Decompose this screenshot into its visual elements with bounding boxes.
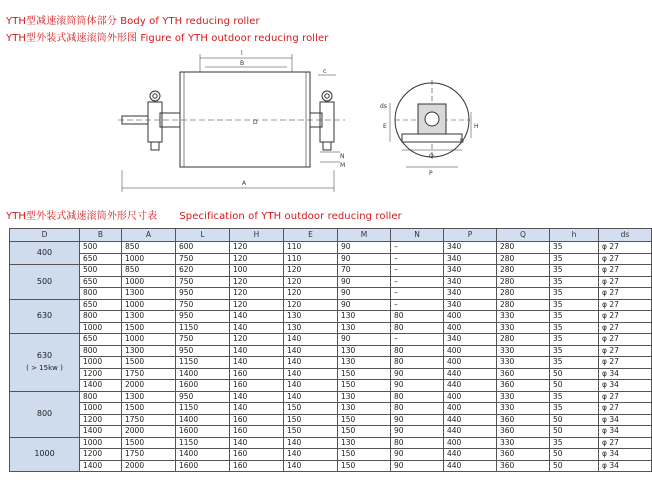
table-cell: 620 [176,265,230,277]
diameter-cell [10,391,80,437]
table-cell: 80 [391,357,444,369]
dim-label-q: Q [429,153,434,160]
table-cell: 35 [550,403,599,415]
dim-label-b: B [240,60,245,67]
table-cell: 150 [284,414,338,426]
specification-table [9,228,652,472]
table-cell: 1400 [176,449,230,461]
table-cell: 120 [230,253,284,265]
dim-label-c: c [323,68,327,75]
table-cell: 440 [444,414,497,426]
table-cell: 130 [284,311,338,323]
table-cell: 950 [176,288,230,300]
table-cell: 50 [550,368,599,380]
table-cell: 160 [230,380,284,392]
table-row [10,334,652,346]
table-cell: 360 [497,426,550,438]
table-cell: 1600 [176,426,230,438]
table-cell: 340 [444,265,497,277]
dim-label-e: E [383,123,387,130]
table-cell: 35 [550,299,599,311]
table-cell: 90 [391,449,444,461]
table-cell: 330 [497,437,550,449]
table-cell: 120 [284,288,338,300]
roller-shell [180,72,310,167]
table-cell: 35 [550,242,599,254]
table-cell: 50 [550,449,599,461]
table-cell: 35 [550,437,599,449]
diameter-value: 400 [36,248,53,257]
table-cell: 360 [497,460,550,472]
table-cell: 1750 [122,449,176,461]
table-cell: 140 [230,403,284,415]
table-cell: 90 [391,426,444,438]
table-cell: 150 [284,403,338,415]
table-cell: 1000 [122,253,176,265]
table-cell: 360 [497,380,550,392]
table-cell: 130 [338,345,391,357]
table-cell: 80 [391,311,444,323]
table-cell: 330 [497,322,550,334]
header-row [10,229,652,242]
table-cell: 340 [444,299,497,311]
table-cell: 850 [122,265,176,277]
table-cell: 35 [550,391,599,403]
table-row [10,403,652,415]
table-cell: 140 [284,437,338,449]
table-row [10,322,652,334]
col-header: h [550,229,599,242]
table-cell: 400 [444,403,497,415]
table-row [10,345,652,357]
col-header: Q [497,229,550,242]
table-cell: 340 [444,242,497,254]
diameter-value: 630 [36,351,53,361]
table-cell: 1400 [80,380,122,392]
table-cell: 80 [391,322,444,334]
table-row [10,265,652,277]
table-cell: 1000 [80,403,122,415]
table-cell: 400 [444,311,497,323]
table-cell: 80 [391,345,444,357]
dim-label-h: H [474,123,479,130]
dim-label-ds: ds [380,103,387,110]
table-cell: 150 [338,460,391,472]
table-cell: 80 [391,391,444,403]
table-row [10,391,652,403]
table-row [10,414,652,426]
table-cell: φ 34 [599,460,652,472]
table-cell: 280 [497,253,550,265]
table-cell: 90 [391,460,444,472]
table-cell: 120 [284,276,338,288]
table-cell: 1150 [176,322,230,334]
table-row [10,437,652,449]
table-row [10,276,652,288]
table-cell: 440 [444,449,497,461]
table-cell: 650 [80,276,122,288]
table-cell: 1200 [80,414,122,426]
table-cell: 160 [230,460,284,472]
table-cell: 1400 [80,460,122,472]
table-cell: 160 [230,414,284,426]
table-cell: 750 [176,253,230,265]
table-cell: φ 34 [599,426,652,438]
table-cell: 160 [230,449,284,461]
table-cell: 360 [497,414,550,426]
table-cell: 1400 [80,426,122,438]
table-cell: 120 [284,299,338,311]
table-cell: 50 [550,380,599,392]
table-cell: 360 [497,449,550,461]
col-header: P [444,229,497,242]
table-cell: 1600 [176,380,230,392]
table-cell: 1000 [80,357,122,369]
table-cell: 440 [444,368,497,380]
table-cell: φ 27 [599,311,652,323]
table-cell: 950 [176,345,230,357]
table-cell: 110 [284,253,338,265]
dim-label-m: M [340,162,346,169]
table-cell: 35 [550,357,599,369]
table-row [10,426,652,438]
table-cell: 35 [550,345,599,357]
table-cell: 1000 [80,322,122,334]
table-cell: 120 [230,299,284,311]
table-cell: 90 [391,380,444,392]
table-cell: 400 [444,391,497,403]
table-cell: 90 [338,334,391,346]
table-cell: φ 27 [599,357,652,369]
table-cell: 1500 [122,322,176,334]
table-cell: 850 [122,242,176,254]
table-cell: φ 27 [599,334,652,346]
table-cell: 330 [497,345,550,357]
table-cell: 340 [444,253,497,265]
table-cell: 1750 [122,414,176,426]
table-cell: φ 34 [599,414,652,426]
table-cell: – [391,265,444,277]
table-body [10,242,652,472]
table-cell: – [391,242,444,254]
table-cell: 35 [550,253,599,265]
table-cell: 950 [176,391,230,403]
dim-label-h-small: h [460,138,464,145]
table-cell: 1600 [176,460,230,472]
table-cell: 400 [444,437,497,449]
table-cell: 280 [497,265,550,277]
table-cell: 1000 [122,276,176,288]
figure-title: YTH型外装式减速滚筒外形图 Figure of YTH outdoor reducing roller [6,33,329,44]
table-cell: 1150 [176,357,230,369]
table-cell: 750 [176,334,230,346]
table-cell: 1400 [176,414,230,426]
table-cell: 50 [550,414,599,426]
table-cell: 1500 [122,437,176,449]
table-cell: 1150 [176,403,230,415]
col-header: H [230,229,284,242]
table-cell: 140 [284,357,338,369]
table-cell: – [391,276,444,288]
table-cell: 130 [338,437,391,449]
table-cell: 140 [230,322,284,334]
col-header: A [122,229,176,242]
table-cell: 140 [284,368,338,380]
table-cell: 340 [444,334,497,346]
table-cell: 120 [230,334,284,346]
table-cell: 90 [338,288,391,300]
table-row [10,460,652,472]
table-cell: 130 [338,322,391,334]
table-row [10,368,652,380]
table-cell: φ 27 [599,253,652,265]
table-cell: φ 27 [599,265,652,277]
table-cell: 500 [80,242,122,254]
table-row [10,311,652,323]
table-cell: 330 [497,391,550,403]
table-cell: – [391,253,444,265]
table-cell: 330 [497,311,550,323]
table-cell: 150 [338,380,391,392]
table-cell: 280 [497,299,550,311]
table-cell: 1300 [122,288,176,300]
table-cell: 120 [284,265,338,277]
table-cell: 140 [284,460,338,472]
table-cell: 1400 [176,368,230,380]
table-cell: 440 [444,426,497,438]
table-row [10,449,652,461]
table-cell: φ 27 [599,391,652,403]
table-cell: 1500 [122,403,176,415]
col-header: L [176,229,230,242]
table-cell: 70 [338,265,391,277]
table-cell: 340 [444,288,497,300]
table-cell: 150 [338,368,391,380]
table-cell: 440 [444,460,497,472]
table-cell: φ 27 [599,345,652,357]
table-cell: 150 [338,449,391,461]
table-cell: 35 [550,276,599,288]
table-cell: 150 [338,426,391,438]
table-cell: 130 [338,391,391,403]
table-cell: – [391,288,444,300]
table-cell: 1150 [176,437,230,449]
diameter-value: 800 [36,409,53,418]
table-cell: 440 [444,380,497,392]
table-cell: 330 [497,403,550,415]
dim-label-d: D [253,119,258,126]
table-cell: 35 [550,265,599,277]
table-row [10,357,652,369]
table-cell: φ 27 [599,299,652,311]
table-cell: 90 [338,242,391,254]
diameter-value: 1000 [34,449,55,459]
table-cell: 1000 [122,334,176,346]
diameter-cell [10,299,80,334]
table-cell: 160 [230,368,284,380]
table-cell: 650 [80,299,122,311]
spec-title [6,207,402,222]
table-cell: 120 [230,276,284,288]
diameter-cell [10,242,80,265]
table-cell: 280 [497,334,550,346]
table-cell: 35 [550,311,599,323]
table-cell: 600 [176,242,230,254]
table-cell: 80 [391,403,444,415]
table-cell: 140 [284,334,338,346]
table-cell: φ 27 [599,242,652,254]
table-cell: φ 27 [599,403,652,415]
table-cell: 800 [80,345,122,357]
diameter-cell [10,265,80,300]
table-cell: 100 [230,265,284,277]
table-cell: – [391,299,444,311]
diameter-cell [10,334,80,392]
table-cell: 800 [80,311,122,323]
table-cell: 750 [176,299,230,311]
table-cell: 140 [230,437,284,449]
table-cell: 280 [497,242,550,254]
table-cell: 50 [550,460,599,472]
table-cell: 130 [338,357,391,369]
table-cell: 50 [550,426,599,438]
table-cell: 160 [230,426,284,438]
table-cell: 2000 [122,460,176,472]
dim-label-l: l [241,50,243,57]
table-cell: 90 [338,276,391,288]
dim-label-p: P [429,170,433,177]
table-row [10,380,652,392]
table-cell: 1200 [80,449,122,461]
spec-title-en: Specification of YTH outdoor reducing roller [179,211,402,222]
table-cell: 35 [550,322,599,334]
table-cell: 400 [444,345,497,357]
table-cell: 140 [230,357,284,369]
table-cell: 130 [338,403,391,415]
table-cell: 140 [230,345,284,357]
spec-title-cn: YTH型外装式减速滚筒外形尺寸表 [6,211,158,222]
table-cell: 650 [80,253,122,265]
table-cell: 110 [284,242,338,254]
table-cell: φ 27 [599,288,652,300]
table-cell: 500 [80,265,122,277]
table-cell: 1300 [122,391,176,403]
col-header: B [80,229,122,242]
table-cell: 280 [497,288,550,300]
table-cell: 1200 [80,368,122,380]
table-row [10,288,652,300]
table-cell: 800 [80,391,122,403]
col-header: N [391,229,444,242]
table-cell: 140 [230,311,284,323]
roller-outline-drawing [0,44,600,204]
table-cell: 400 [444,322,497,334]
table-cell: φ 27 [599,437,652,449]
table-cell: 140 [230,391,284,403]
dim-label-a: A [242,180,247,187]
table-cell: 280 [497,276,550,288]
table-cell: 90 [338,253,391,265]
table-cell: φ 34 [599,449,652,461]
table-cell: 150 [284,426,338,438]
table-cell: 90 [391,414,444,426]
table-cell: 140 [284,449,338,461]
table-row [10,242,652,254]
table-cell: 150 [338,414,391,426]
table-cell: 130 [338,311,391,323]
table-cell: 400 [444,357,497,369]
table-cell: 35 [550,334,599,346]
diameter-cell [10,437,80,472]
table-cell: 80 [391,437,444,449]
table-cell: 2000 [122,426,176,438]
table-cell: 340 [444,276,497,288]
table-cell: φ 34 [599,380,652,392]
table-cell: 360 [497,368,550,380]
dim-label-n: N [340,153,345,160]
table-row [10,299,652,311]
diameter-value: 500 [36,276,53,286]
table-row [10,253,652,265]
diameter-value: 630 [36,311,53,321]
table-cell: 130 [284,322,338,334]
col-header: ds [599,229,652,242]
table-cell: 140 [284,380,338,392]
table-cell: 950 [176,311,230,323]
col-header: E [284,229,338,242]
table-cell: 2000 [122,380,176,392]
table-cell: 1000 [80,437,122,449]
table-cell: 1300 [122,345,176,357]
table-cell: 1300 [122,311,176,323]
table-cell: 140 [284,345,338,357]
table-cell: 330 [497,357,550,369]
table-cell: – [391,334,444,346]
table-cell: φ 27 [599,322,652,334]
table-cell: 90 [391,368,444,380]
table-cell: 140 [284,391,338,403]
side-view [118,54,345,192]
diameter-note: ( > 15kw ) [26,364,63,373]
table-cell: 35 [550,288,599,300]
table-cell: 90 [338,299,391,311]
table-cell: 750 [176,276,230,288]
table-cell: 120 [230,288,284,300]
table-cell: φ 27 [599,276,652,288]
table-cell: 120 [230,242,284,254]
table-cell: 1000 [122,299,176,311]
table-cell: φ 34 [599,368,652,380]
table-cell: 800 [80,288,122,300]
table-cell: 1750 [122,368,176,380]
table-cell: 1500 [122,357,176,369]
col-header: D [10,229,80,242]
body-title: YTH型减速滚筒筒体部分 Body of YTH reducing roller [6,16,260,27]
col-header: M [338,229,391,242]
table-cell: 650 [80,334,122,346]
